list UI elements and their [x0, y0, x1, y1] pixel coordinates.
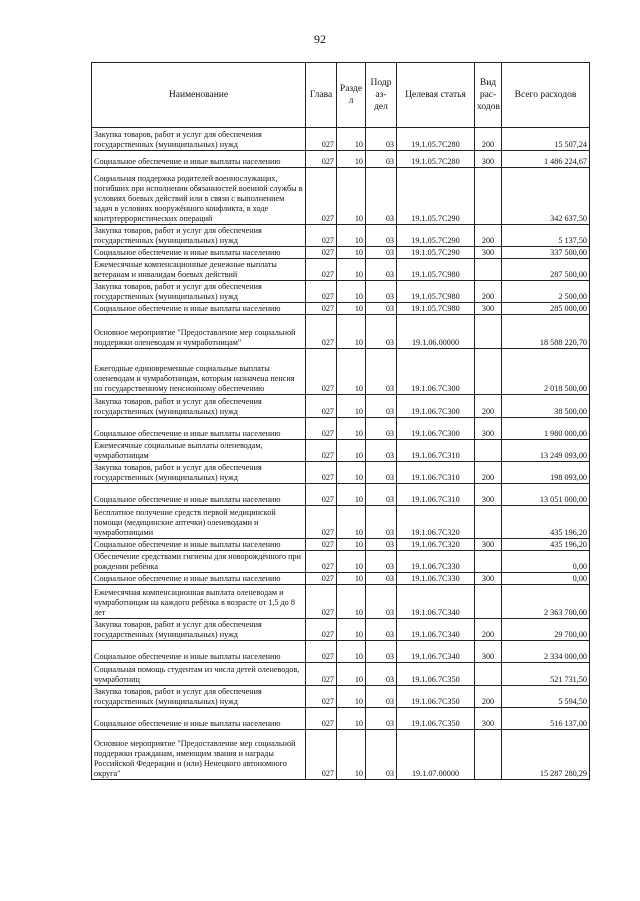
table-row — [92, 641, 590, 663]
row-chapter: 027 — [306, 686, 337, 708]
row-name: Основное мероприятие "Предоставление мер социальной поддержки гражданам, имеющим звания и награды Российской Федерации и (или) Ненецкого автономного округа" — [92, 730, 306, 780]
row-chapter: 027 — [306, 730, 337, 780]
row-name: Ежегодные единовременные социальные выплаты оленеводам и чумработницам, которым назначена пенсия по государственному пенсионному обеспечению — [92, 349, 306, 395]
row-chapter: 027 — [306, 708, 337, 730]
table-row — [92, 281, 590, 303]
row-section: 10 — [337, 225, 366, 247]
row-subsection: 03 — [366, 708, 397, 730]
row-name: Обеспечение средствами гигиены для новорождённого при рождении ребёнка — [92, 551, 306, 573]
header-total: Всего расходов — [502, 63, 590, 128]
row-chapter: 027 — [306, 395, 337, 418]
row-kind: 200 — [475, 281, 502, 303]
table-row — [92, 462, 590, 484]
row-kind: 300 — [475, 708, 502, 730]
row-kind — [475, 440, 502, 462]
row-amount: 521 731,50 — [502, 663, 590, 686]
table-row — [92, 303, 590, 315]
row-subsection: 03 — [366, 619, 397, 641]
row-target: 19.1.06.7С310 — [397, 462, 475, 484]
row-target: 19.1.05.7С280 — [397, 128, 475, 151]
row-kind — [475, 349, 502, 395]
row-section: 10 — [337, 573, 366, 585]
row-kind: 200 — [475, 395, 502, 418]
row-amount: 5 137,50 — [502, 225, 590, 247]
row-section: 10 — [337, 484, 366, 506]
row-name: Социальное обеспечение и иные выплаты населению — [92, 303, 306, 315]
table-row — [92, 247, 590, 259]
row-name: Закупка товаров, работ и услуг для обеспечения государственных (муниципальных) нужд — [92, 225, 306, 247]
row-chapter: 027 — [306, 303, 337, 315]
row-subsection: 03 — [366, 303, 397, 315]
row-amount: 1 486 224,67 — [502, 151, 590, 168]
table-row — [92, 484, 590, 506]
row-section: 10 — [337, 303, 366, 315]
row-target: 19.1.05.7С290 — [397, 225, 475, 247]
row-kind — [475, 259, 502, 281]
row-amount: 5 594,50 — [502, 686, 590, 708]
row-subsection: 03 — [366, 551, 397, 573]
row-name: Ежемесячная компенсационная выплата оленеводам и чумработницам на каждого ребёнка в возрасте от 1,5 до 8 лет — [92, 585, 306, 619]
row-subsection: 03 — [366, 315, 397, 349]
table-header-row — [92, 63, 590, 128]
row-name: Ежемесячные компенсационные денежные выплаты ветеранам и инвалидам боевых действий — [92, 259, 306, 281]
row-target: 19.1.06.7С330 — [397, 551, 475, 573]
row-subsection: 03 — [366, 225, 397, 247]
row-subsection: 03 — [366, 663, 397, 686]
row-target: 19.1.06.7С350 — [397, 686, 475, 708]
row-kind — [475, 315, 502, 349]
row-kind: 300 — [475, 418, 502, 440]
table-row — [92, 573, 590, 585]
table-row — [92, 730, 590, 780]
row-name: Социальное обеспечение и иные выплаты населению — [92, 247, 306, 259]
table-row — [92, 686, 590, 708]
row-kind — [475, 585, 502, 619]
row-section: 10 — [337, 440, 366, 462]
row-name: Закупка товаров, работ и услуг для обеспечения государственных (муниципальных) нужд — [92, 462, 306, 484]
row-section: 10 — [337, 708, 366, 730]
row-subsection: 03 — [366, 686, 397, 708]
row-name: Социальное обеспечение и иные выплаты населению — [92, 641, 306, 663]
row-chapter: 027 — [306, 663, 337, 686]
table-row — [92, 349, 590, 395]
table-row — [92, 551, 590, 573]
row-kind: 300 — [475, 247, 502, 259]
header-section: Разде л — [337, 63, 366, 128]
row-amount: 2 018 500,00 — [502, 349, 590, 395]
row-section: 10 — [337, 686, 366, 708]
row-subsection: 03 — [366, 259, 397, 281]
row-target: 19.1.06.7С330 — [397, 573, 475, 585]
row-chapter: 027 — [306, 315, 337, 349]
row-section: 10 — [337, 151, 366, 168]
row-kind: 300 — [475, 151, 502, 168]
table-row — [92, 539, 590, 551]
row-name: Основное мероприятие "Предоставление мер социальной поддержки оленеводам и чумработницам" — [92, 315, 306, 349]
row-target: 19.1.06.7С350 — [397, 663, 475, 686]
row-subsection: 03 — [366, 440, 397, 462]
row-name: Закупка товаров, работ и услуг для обеспечения государственных (муниципальных) нужд — [92, 128, 306, 151]
row-subsection: 03 — [366, 281, 397, 303]
row-kind: 300 — [475, 539, 502, 551]
row-name: Ежемесячные социальные выплаты оленеводам, чумработницам — [92, 440, 306, 462]
row-subsection: 03 — [366, 506, 397, 539]
table-row — [92, 168, 590, 225]
row-chapter: 027 — [306, 259, 337, 281]
row-chapter: 027 — [306, 484, 337, 506]
table-row — [92, 128, 590, 151]
row-name: Социальное обеспечение и иные выплаты населению — [92, 484, 306, 506]
row-chapter: 027 — [306, 151, 337, 168]
row-kind: 200 — [475, 128, 502, 151]
row-amount: 198 093,00 — [502, 462, 590, 484]
row-chapter: 027 — [306, 281, 337, 303]
row-amount: 15 507,24 — [502, 128, 590, 151]
row-name: Социальное обеспечение и иные выплаты населению — [92, 708, 306, 730]
row-section: 10 — [337, 462, 366, 484]
row-chapter: 027 — [306, 462, 337, 484]
row-subsection: 03 — [366, 418, 397, 440]
row-target: 19.1.05.7С980 — [397, 281, 475, 303]
row-kind: 200 — [475, 686, 502, 708]
row-amount: 287 500,00 — [502, 259, 590, 281]
row-name: Закупка товаров, работ и услуг для обеспечения государственных (муниципальных) нужд — [92, 686, 306, 708]
row-target: 19.1.06.7С300 — [397, 418, 475, 440]
row-subsection: 03 — [366, 168, 397, 225]
row-kind: 300 — [475, 573, 502, 585]
row-target: 19.1.05.7С290 — [397, 247, 475, 259]
row-amount: 13 051 000,00 — [502, 484, 590, 506]
row-chapter: 027 — [306, 440, 337, 462]
table-row — [92, 506, 590, 539]
row-kind — [475, 663, 502, 686]
row-chapter: 027 — [306, 551, 337, 573]
row-chapter: 027 — [306, 247, 337, 259]
row-section: 10 — [337, 315, 366, 349]
row-amount: 18 588 220,70 — [502, 315, 590, 349]
row-amount: 342 637,50 — [502, 168, 590, 225]
row-kind — [475, 551, 502, 573]
row-amount: 2 363 700,00 — [502, 585, 590, 619]
row-subsection: 03 — [366, 128, 397, 151]
row-target: 19.1.06.7С340 — [397, 585, 475, 619]
row-amount: 15 287 280,29 — [502, 730, 590, 780]
row-chapter: 027 — [306, 619, 337, 641]
row-section: 10 — [337, 539, 366, 551]
table-row — [92, 708, 590, 730]
table-row — [92, 619, 590, 641]
row-section: 10 — [337, 418, 366, 440]
table-row — [92, 225, 590, 247]
row-chapter: 027 — [306, 418, 337, 440]
row-chapter: 027 — [306, 539, 337, 551]
table-body — [92, 128, 590, 780]
row-target: 19.1.05.7С290 — [397, 168, 475, 225]
row-subsection: 03 — [366, 539, 397, 551]
row-chapter: 027 — [306, 506, 337, 539]
row-chapter: 027 — [306, 573, 337, 585]
row-kind: 300 — [475, 484, 502, 506]
row-kind: 200 — [475, 619, 502, 641]
row-name: Социальное обеспечение и иные выплаты населению — [92, 539, 306, 551]
row-kind — [475, 168, 502, 225]
header-name: Наименование — [92, 63, 306, 128]
row-amount: 1 980 000,00 — [502, 418, 590, 440]
row-amount: 516 137,00 — [502, 708, 590, 730]
row-target: 19.1.06.7С310 — [397, 484, 475, 506]
table-row — [92, 440, 590, 462]
row-kind: 300 — [475, 641, 502, 663]
row-chapter: 027 — [306, 225, 337, 247]
row-section: 10 — [337, 349, 366, 395]
row-kind: 200 — [475, 462, 502, 484]
row-kind: 200 — [475, 225, 502, 247]
row-subsection: 03 — [366, 573, 397, 585]
header-chapter: Глава — [306, 63, 337, 128]
row-chapter: 027 — [306, 168, 337, 225]
row-section: 10 — [337, 506, 366, 539]
table-row — [92, 259, 590, 281]
row-section: 10 — [337, 619, 366, 641]
row-target: 19.1.06.7С350 — [397, 708, 475, 730]
row-chapter: 027 — [306, 128, 337, 151]
row-target: 19.1.06.7С340 — [397, 619, 475, 641]
table-row — [92, 151, 590, 168]
row-section: 10 — [337, 730, 366, 780]
row-target: 19.1.06.7С320 — [397, 506, 475, 539]
row-subsection: 03 — [366, 349, 397, 395]
row-section: 10 — [337, 551, 366, 573]
row-subsection: 03 — [366, 247, 397, 259]
row-section: 10 — [337, 641, 366, 663]
row-section: 10 — [337, 395, 366, 418]
row-subsection: 03 — [366, 151, 397, 168]
row-subsection: 03 — [366, 585, 397, 619]
page-number: 92 — [314, 32, 326, 46]
header-kind: Вид рас- ходов — [475, 63, 502, 128]
row-subsection: 03 — [366, 462, 397, 484]
row-section: 10 — [337, 128, 366, 151]
row-subsection: 03 — [366, 641, 397, 663]
row-target: 19.1.06.7С300 — [397, 349, 475, 395]
row-amount: 29 700,00 — [502, 619, 590, 641]
table-row — [92, 585, 590, 619]
row-section: 10 — [337, 259, 366, 281]
row-name: Социальное обеспечение и иные выплаты населению — [92, 573, 306, 585]
row-target: 19.1.06.7С320 — [397, 539, 475, 551]
row-section: 10 — [337, 585, 366, 619]
row-section: 10 — [337, 663, 366, 686]
row-target: 19.1.05.7С280 — [397, 151, 475, 168]
row-amount: 0,00 — [502, 551, 590, 573]
row-subsection: 03 — [366, 395, 397, 418]
row-target: 19.1.06.7С340 — [397, 641, 475, 663]
row-subsection: 03 — [366, 730, 397, 780]
row-chapter: 027 — [306, 585, 337, 619]
row-name: Социальная помощь студентам из числа детей оленеводов, чумработниц — [92, 663, 306, 686]
row-name: Социальное обеспечение и иные выплаты населению — [92, 151, 306, 168]
budget-table — [91, 62, 590, 780]
table-row — [92, 663, 590, 686]
row-amount: 435 196,20 — [502, 539, 590, 551]
row-section: 10 — [337, 247, 366, 259]
row-name: Бесплатное получение средств первой медицинской помощи (медицинские аптечки) оленеводами и чумработницами — [92, 506, 306, 539]
row-kind: 300 — [475, 303, 502, 315]
row-target: 19.1.05.7С980 — [397, 259, 475, 281]
row-target: 19.1.07.00000 — [397, 730, 475, 780]
row-amount: 13 249 093,00 — [502, 440, 590, 462]
row-subsection: 03 — [366, 484, 397, 506]
row-name: Социальное обеспечение и иные выплаты населению — [92, 418, 306, 440]
row-amount: 38 500,00 — [502, 395, 590, 418]
row-amount: 0,00 — [502, 573, 590, 585]
row-amount: 2 334 000,00 — [502, 641, 590, 663]
row-kind — [475, 730, 502, 780]
table-row — [92, 418, 590, 440]
row-section: 10 — [337, 281, 366, 303]
row-chapter: 027 — [306, 641, 337, 663]
row-target: 19.1.06.7С310 — [397, 440, 475, 462]
header-subsection: Подр аз- дел — [366, 63, 397, 128]
row-target: 19.1.06.7С300 — [397, 395, 475, 418]
row-amount: 337 500,00 — [502, 247, 590, 259]
row-target: 19.1.05.7С980 — [397, 303, 475, 315]
row-name: Закупка товаров, работ и услуг для обеспечения государственных (муниципальных) нужд — [92, 619, 306, 641]
row-amount: 285 000,00 — [502, 303, 590, 315]
row-section: 10 — [337, 168, 366, 225]
table-row — [92, 315, 590, 349]
row-name: Закупка товаров, работ и услуг для обеспечения государственных (муниципальных) нужд — [92, 281, 306, 303]
table-row — [92, 395, 590, 418]
header-target: Целевая статья — [397, 63, 475, 128]
row-name: Закупка товаров, работ и услуг для обеспечения государственных (муниципальных) нужд — [92, 395, 306, 418]
row-amount: 2 500,00 — [502, 281, 590, 303]
row-amount: 435 196,20 — [502, 506, 590, 539]
row-chapter: 027 — [306, 349, 337, 395]
row-kind — [475, 506, 502, 539]
row-name: Социальная поддержка родителей военнослужащих, погибших при исполнении обязанностей военной службы в условиях боевых действий или в связи с выполнением задач в условиях вооружённого конфликта, в ходе контртеррористических операций — [92, 168, 306, 225]
row-target: 19.1.06.00000 — [397, 315, 475, 349]
